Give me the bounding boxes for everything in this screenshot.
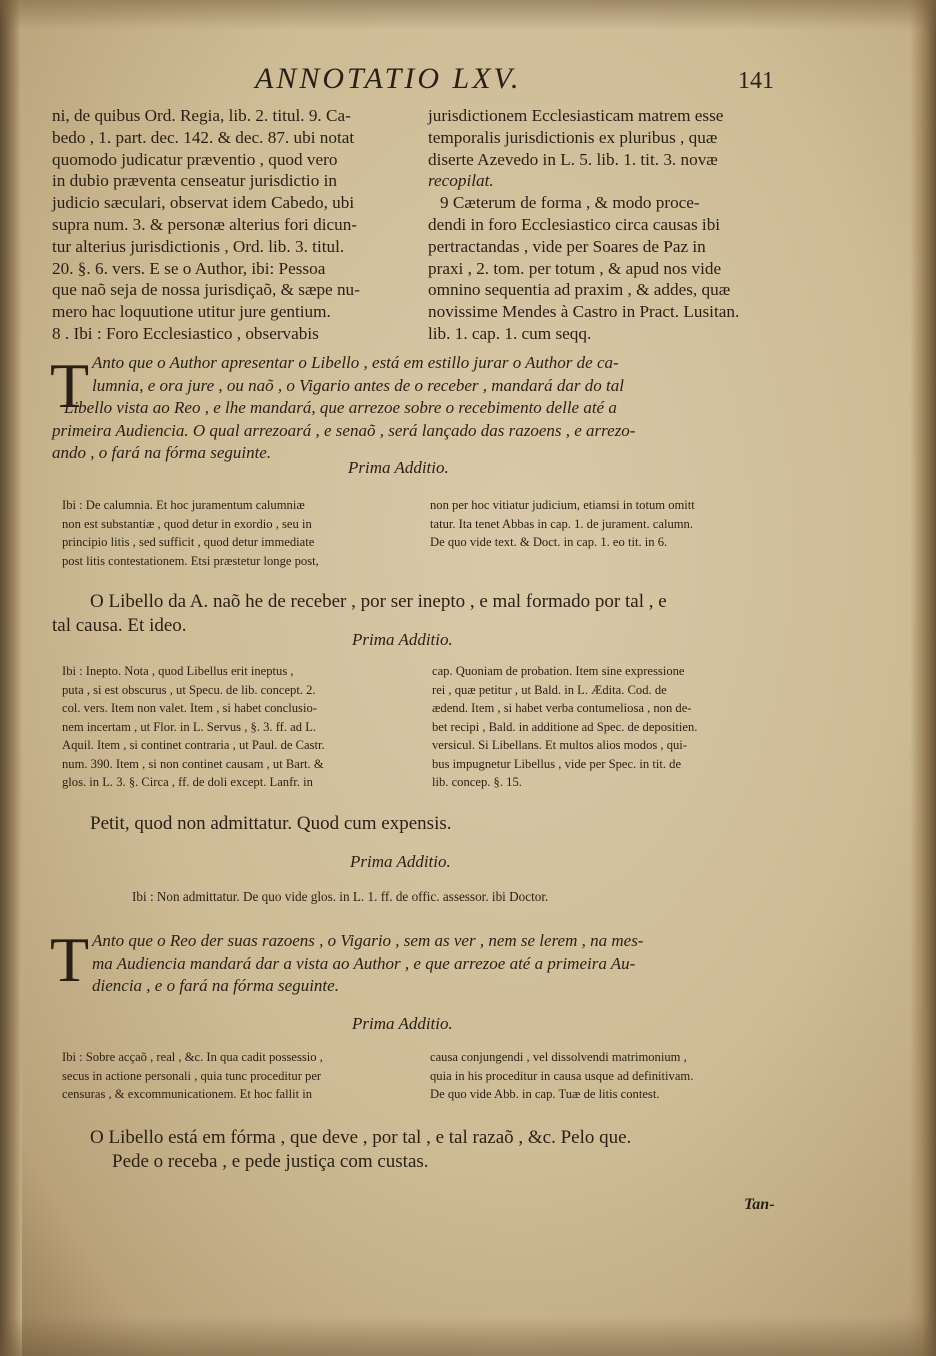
text-line: dendi in foro Ecclesiastico circa causas ibi: [428, 214, 721, 234]
note-line: Ibi : De calumnia. Et hoc juramentum calumniæ: [62, 498, 305, 512]
text-line: pertractandas , vide per Soares de Paz in: [428, 236, 706, 256]
section3-rubric: Prima Additio.: [350, 852, 451, 871]
section4-paragraph: [50, 924, 644, 998]
note-line: lib. concep. §. 15.: [432, 775, 522, 789]
text-line: 8 . Ibi : Foro Ecclesiastico , observabis: [52, 323, 319, 343]
note-line: cap. Quoniam de probation. Item sine expressione: [432, 664, 685, 678]
note-line: bus impugnetur Libellus , vide per Spec. in tit. de: [432, 756, 682, 771]
drop-cap: T: [50, 924, 90, 995]
section4-rubric: Prima Additio.: [352, 1014, 453, 1033]
text-line: Petit, quod non admittatur. Quod cum expensis.: [90, 813, 452, 834]
note-line: causa conjungendi , vel dissolvendi matrimonium ,: [430, 1050, 687, 1064]
text-line: Pede o receba , e pede justiça com custas.: [112, 1151, 429, 1172]
text-line: Anto que o Author apresentar o Libello , está em estillo jurar o Author de ca-: [92, 353, 619, 372]
text-line: lumnia, e ora jure , ou naõ , o Vigario antes de o receber , mandará dar do tal: [92, 375, 624, 395]
note-line: censuras , & excommunicationem. Et hoc fallit in: [62, 1087, 313, 1101]
page-gutter-shadow: [0, 0, 22, 1356]
note-line: post litis contestationem. Etsi præstetur longe post,: [62, 553, 319, 568]
note-line: De quo vide Abb. in cap. Tuæ de litis contest.: [430, 1087, 660, 1101]
note-line: secus in actione personali , quia tunc proceditur per: [62, 1068, 322, 1083]
note-line: quia in his proceditur in causa usque ad definitivam.: [430, 1068, 694, 1083]
text-line: quomodo judicatur præventio , quod vero: [52, 149, 338, 169]
section2-rubric: Prima Additio.: [352, 630, 453, 649]
text-line: bedo , 1. part. dec. 142. & dec. 87. ubi notat: [52, 127, 355, 147]
text-line: novissime Mendes à Castro in Pract. Lusitan.: [428, 302, 740, 322]
section2-note-left: [62, 662, 325, 792]
text-line: jurisdictionem Ecclesiasticam matrem esse: [428, 106, 724, 125]
catchword: Tan-: [744, 1196, 775, 1213]
text-line: ma Audiencia mandará dar a vista ao Author , e que arrezoe até a primeira Au-: [92, 953, 636, 973]
text-line: diserte Azevedo in L. 5. lib. 1. tit. 3. novæ: [428, 149, 718, 169]
section2-note-right: [432, 662, 697, 792]
note-line: Aquil. Item , si continet contraria , ut Paul. de Castr.: [62, 738, 325, 752]
text-line: primeira Audiencia. O qual arrezoará , e senaõ , será lançado das razoens , e arrezo-: [52, 420, 636, 440]
section4-note-right: [430, 1048, 693, 1104]
note-line: num. 390. Item , si non continet causam , ut Bart. &: [62, 756, 324, 771]
section1-note-left: [62, 496, 319, 570]
page-number: 141: [738, 68, 774, 94]
text-line: judicio sæculari, observat idem Cabedo, ubi: [52, 193, 355, 213]
drop-cap: T: [50, 350, 90, 421]
note-line: Ibi : Inepto. Nota , quod Libellus erit ineptus ,: [62, 664, 294, 678]
section3-note: [132, 888, 548, 907]
text-line: O Libello está em fórma , que deve , por tal , e tal razaõ , &c. Pelo que.: [90, 1127, 632, 1148]
text-line: tal causa. Et ideo.: [52, 615, 187, 636]
text-line: 20. §. 6. vers. E se o Author, ibi: Pessoa: [52, 258, 326, 278]
note-line: De quo vide text. & Doct. in cap. 1. eo tit. in 6.: [430, 535, 668, 549]
text-line: Anto que o Reo der suas razoens , o Vigario , sem as ver , nem se lerem , na mes-: [92, 931, 644, 950]
text-line: 9 Cæterum de forma , & modo proce-: [440, 193, 700, 213]
note-line: col. vers. Item non valet. Item , si habet conclusio-: [62, 701, 317, 715]
text-line: recopilat.: [428, 171, 494, 191]
top-left-column: [52, 105, 360, 345]
note-line: versicul. Si Libellans. Et multos alios modos , qui-: [432, 738, 688, 752]
note-line: ædend. Item , si habet verba contumeliosa , non de-: [432, 701, 692, 715]
section1-note-right: [430, 496, 695, 552]
text-line: omnino sequentia ad praxim , & addes, quæ: [428, 280, 731, 300]
page-bottom-edge: [0, 1316, 936, 1356]
note-line: Ibi : Non admittatur. De quo vide glos. in L. 1. ff. de offic. assessor. ibi Doctor.: [132, 889, 549, 904]
text-line: diencia , e o fará na fórma seguinte.: [92, 976, 339, 995]
note-line: non per hoc vitiatur judicium, etiamsi in totum omitt: [430, 498, 695, 512]
note-line: non est substantiæ , quod detur in exordio , seu in: [62, 516, 312, 531]
text-line: que naõ seja de nossa jurisdiçaõ, & sæpe nu-: [52, 280, 360, 300]
text-line: mero hac loquutione utitur jure gentium.: [52, 302, 331, 322]
note-line: puta , si est obscurus , ut Specu. de lib. concept. 2.: [62, 682, 316, 697]
note-line: tatur. Ita tenet Abbas in cap. 1. de jurament. calumn.: [430, 516, 693, 531]
note-line: glos. in L. 3. §. Circa , ff. de doli except. Lanfr. in: [62, 775, 313, 789]
text-line: supra num. 3. & personæ alterius fori dicun-: [52, 214, 358, 234]
text-line: Libello vista ao Reo , e lhe mandará, que arrezoe sobre o recebimento delle até a: [64, 398, 617, 417]
page-right-edge: [910, 0, 936, 1356]
text-line: O Libello da A. naõ he de receber , por ser inepto , e mal formado por tal , e: [90, 591, 667, 612]
section3-line: [90, 812, 452, 836]
note-line: principio litis , sed sufficit , quod detur immediate: [62, 535, 315, 549]
text-line: tur alterius jurisdictionis , Ord. lib. 3. titul.: [52, 236, 345, 256]
text-line: ni, de quibus Ord. Regia, lib. 2. titul. 9. Ca-: [52, 106, 351, 125]
top-right-column: [428, 105, 739, 345]
text-line: in dubio præventa censeatur jurisdictio in: [52, 171, 337, 191]
section5-paragraph: [90, 1126, 631, 1174]
page-top-edge: [0, 0, 936, 30]
text-line: ando , o fará na fórma seguinte.: [52, 443, 272, 462]
running-header: ANNOTATIO LXV.: [255, 62, 522, 95]
section1-rubric: Prima Additio.: [348, 458, 449, 477]
note-line: Ibi : Sobre acçaõ , real , &c. In qua cadit possessio ,: [62, 1050, 323, 1064]
section1-paragraph: [52, 352, 635, 465]
text-line: praxi , 2. tom. per totum , & apud nos vide: [428, 258, 722, 278]
note-line: rei , quæ petitur , ut Bald. in L. Ædita. Cod. de: [432, 682, 667, 697]
note-line: nem incertam , ut Flor. in L. Servus , §. 3. ff. ad L.: [62, 719, 317, 734]
section4-note-left: [62, 1048, 323, 1104]
text-line: lib. 1. cap. 1. cum seqq.: [428, 323, 592, 343]
note-line: bet recipi , Bald. in additione ad Spec. de depositien.: [432, 719, 698, 734]
text-line: temporalis jurisdictionis ex pluribus , quæ: [428, 127, 718, 147]
